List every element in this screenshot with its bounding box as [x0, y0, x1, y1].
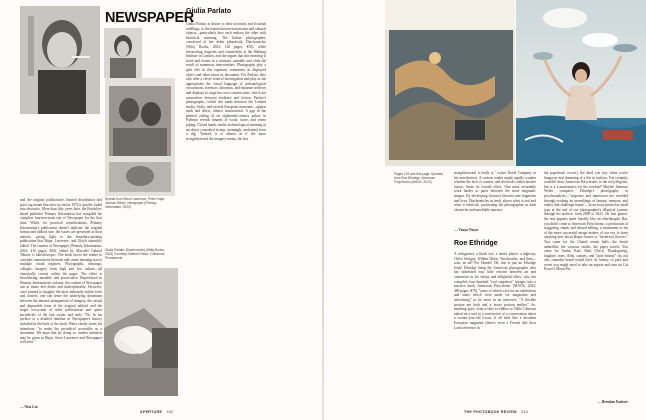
- masthead: NEWSPAPER: [105, 10, 194, 26]
- review-ethridge-signature: — Brendan Embser: [597, 400, 628, 404]
- review-title-parlato: Giulia Parlato: [186, 8, 232, 15]
- footer-right: [464, 410, 528, 414]
- ethridge-spread-photo: [385, 0, 646, 166]
- review-newspaper-signature: — Nisa Lin: [20, 405, 38, 409]
- review-parlato-text: Giulia Parlato is drawn to false accounts and fictional retellings, to the tension between museums and cultural objects—particularly how each endows the other with historical meaning. The Italian photographer, conceived of her debut photobook, Diachronicles (Witty Books, 2023; 120 pages, €35), while researching forgeries and counterfeits at the Warburg Institute in London, and she argues that this meaning is fixed and frozen in a constant, unstable and often the result of numerous interventions. Photographs play a split role in this equation, sometimes as displayed object and other times as document. For Parlato, they also offer a clever form of investigation and play as she appropriates the visual language of archaeological excavations, forensics, dioramas, and museum archives and displays to stage her own constructions, which are somewhere between evidence and fiction. Parlato's photographs—which she made between the London studio, Sicily, and several European museums—appear stark and direct, almost instructional. A gap in the painted ceiling of an eighteenth-century palace in Palermo reveals innards of wood, stone, and rotten piping. Closed hands render archaeological meaning in an object concealed in tarp, seemingly unclaimed from a dig. "Indeed, it is almost as if the more straightforward the imagery seems, the less: [186, 22, 266, 141]
- footer-right-number: 243: [521, 410, 529, 414]
- footer-left-label: APERTURE: [140, 410, 163, 414]
- footer-left-number: 242: [166, 410, 174, 414]
- review-parlato-signature: — Vanya Nayar: [454, 228, 479, 232]
- review-title-ethridge: Roe Ethridge: [454, 240, 498, 247]
- review-parlato-continued: straightforward it really is," writes David Campany in his introduction. A curious reader might rapidly wonder whether the lack of context, and the book's rather austere layout, limits its overall effect. One must invariably work harder to parse between the more enigmatic images. By developing fictional histories and fragments and lives, Diachronicles in fresh, shows what is real and what is artificial, positioning the photographer as both chronicler and unreliable narrator.: [454, 171, 536, 212]
- newspaper-page-photo: [105, 78, 175, 196]
- review-ethridge-text: A refrigerator, a black eye, a tennis player, a highway, Chloe Sevigny, Willem Dafoe, Woolworths, and then—wait, an ad? For Honda? Oh, this is just an Ethridge book! Ethridge being the American photographer who has unleashed four little reticent between art and commerce in his sleepy and delightful effect, who has compiled four hundred "real snapshots" images into a massive book, American Polychronic (MACK, 2023; 480 pages, $70), "some of which were for art exhibitions and some which were made for magazines and advertising" as he notes in an interview. "A flexible portion are both and a lesser portion neither." So, anything goes, from a fake ex-ribbon to Tellie Clemons naked on a sofa to a conversion of a conversation about a twenty-year-old Lexus. It all feels like a decadent European magazine (there's even a French deli door Latin reference in: [454, 252, 536, 330]
- ethridge-pages-caption: Pages 222 and this page: Spreads from Roe Ethridge, American Polychronic (MACK, 2023): [394, 172, 443, 184]
- portrait-drawing-2: [104, 28, 142, 78]
- sculpture-drawing: [104, 268, 178, 396]
- newspaper-photo-portrait: [104, 28, 142, 78]
- footer-right-label: THE PHOTOBOOK REVIEW: [464, 410, 517, 414]
- masthead-caption: Spread from Steve Lawrence, Peter Hujar, Joshua Gilbert, Newspaper (Primary Information, 2023): [105, 197, 165, 209]
- right-page: [324, 0, 646, 420]
- spread-drawing: [385, 0, 646, 166]
- parlato-sculpture-photo: [104, 268, 178, 396]
- bottom-caption: Giulia Parlato, Diachronicles (Witty Books, 2023) Courtesy Galleria Fratta, Collezione Permanente: [105, 248, 165, 260]
- newspaper-photo-man: [20, 6, 100, 114]
- footer-left: [140, 410, 173, 414]
- review-ethridge-continued: the paperback covers), the kind you buy when you're hungover and dreaming of a life in fashion. You certainly wouldn't draw American Polychronic to the recycling bin, but is it a masterpiece for the rosebud? Maybe! Jameson Weber compares Ethridge's photography to psychoanalysis—"suspense and repression are revealed through evoking an assemblage of fantasy, memory, and reality that challenge frame"—in an essay printed in small type at the end of our photographer's elliptical journey through his archive, from 2000 to 2022. On first glance, the text appears quite literally like an afterthought. But, you didn't come to American Polychronic, a production of staggering charm and absurd editing, a monument to ten of the more successful image makers of our era, to learn anything new about Roger tissues or "hysterical flowers." You came for the Chanel tennis balls, the beach umbrellas, the vacuous smiles, the paper towels. You came for Aruba, Karl, Haiti Ulrich, Thanksgiving, laughter, tears, flesh, sunsets, and "pure beauty" (as our chic cannabis brand would have it), beauty so pure and sweet you might need to take an aspirin and turn on Cat Power's Moon Pix.: [544, 171, 628, 272]
- left-page: [0, 0, 322, 420]
- portrait-drawing: [20, 6, 100, 114]
- review-newspaper-text: and the original publication's limited distribution and price tag meant that after its end in 1972 it quickly faded into obscurity. More than fifty years later, the Brooklyn-based publisher Primary Information has compiled the complete fourteen-issue run of Newspaper for the first time. While, for practical considerations, Primary Information's publication doesn't replicate the original format and tabloid size, the issues are presented in their entirety, giving light to the boundary-pushing publication that Hujar, Lawrence, and Ulrich staunchly edited. The content of Newspaper (Primary Information, 2023; 410 pages, $40), edited by Marcelle Gabriel Tebron, is kaleidoscopic. The book forces the reader to consider connections between and create meaning across multiple visual registers. Photographs, drawings, collages, imagery from high and low culture—all chaotically coexist within the pages. The effect is bewildering, unstable, and provocative. Reproduced in Primary Information's volume, the content of Newspaper can at times feel dense and indecipherable. However, once primed to imagine the most militantly earlier form and context, one can sense the underlying dynamism between the internal arrangement of imagery, the casual and disposable form of the original tabloid, and the larger ecosystem of artist publications and queer periodicals of the late sixties and early '70s. In his preface to a detailed timeline of Newspaper's history included in the back of the book, Weiss clearly states his intentions: "to make the periodical accessible as a document. We hope that by doing so, further attention may be given to Hujar, Steve Lawrence and Newspaper will arise.": [20, 198, 102, 345]
- crowd-drawing: [105, 78, 175, 196]
